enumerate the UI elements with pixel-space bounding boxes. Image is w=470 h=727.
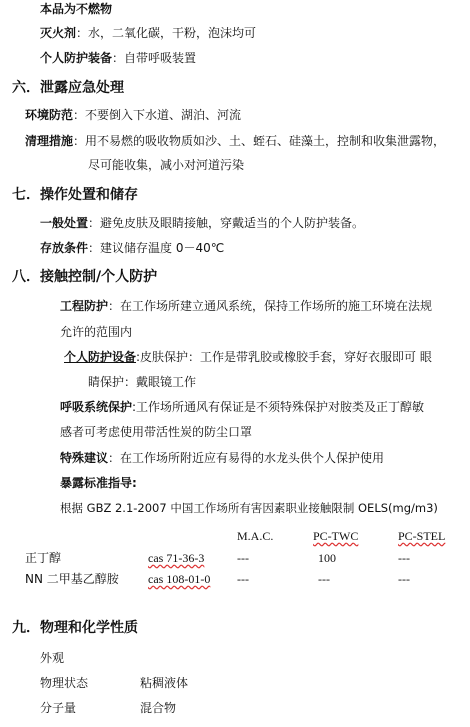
cleanup-value: ：用不易燃的吸收物质如沙、土、蛭石、硅藻土，控制和收集泄露物， (73, 134, 446, 148)
storage-value: ：建议储存温度 0－40℃ (88, 241, 225, 255)
table-row-twa: --- (318, 572, 330, 586)
exposure-guidance-colon: : (132, 476, 137, 490)
storage-label: 存放条件 (40, 241, 89, 255)
ppe-label: 个人防护设备 (64, 350, 137, 364)
special-advice-label: 特殊建议 (60, 451, 109, 465)
cleanup-label: 清理措施 (25, 134, 74, 148)
respiratory-value-cont: 感者可考虑使用带活性炭的防尘口罩 (60, 425, 253, 439)
property-label: 物理状态 (40, 676, 89, 690)
ppe-value-cont: 睛保护：戴眼镜工作 (88, 375, 197, 389)
property-value: 粘稠液体 (140, 676, 189, 690)
engineering-label: 工程防护 (60, 299, 109, 313)
section-6-heading: 六．泄露应急处理 (12, 80, 124, 96)
storage-row (40, 240, 224, 256)
exposure-guidance-row (60, 475, 137, 491)
table-row-stel: --- (398, 572, 410, 586)
non-flammable-note: 本品为不燃物 (40, 2, 113, 16)
engineering-row (60, 298, 432, 314)
table-row-cas (148, 571, 210, 587)
respiratory-row (60, 399, 424, 415)
extinguishing-agent-row (40, 25, 256, 41)
col-header-pc-twa: PC-TWC (313, 529, 359, 543)
special-advice-value: ：在工作场所附近应有易得的水龙头供个人保护使用 (108, 451, 385, 465)
firefighter-ppe-value: ：自带呼吸装置 (112, 51, 197, 65)
section-8-heading: 八．接触控制/个人防护 (12, 269, 158, 285)
respiratory-label: 呼吸系统保护 (60, 400, 133, 414)
firefighter-ppe-row (40, 50, 196, 66)
table-row-name: 正丁醇 (25, 551, 62, 565)
cleanup-row (25, 133, 445, 149)
section-9-heading: 九．物理和化学性质 (12, 620, 138, 636)
env-precaution-label: 环境防范 (25, 108, 74, 122)
table-row-mac: --- (237, 572, 249, 586)
col-header-pc-stel: PC-STEL (398, 529, 446, 543)
firefighter-ppe-label: 个人防护装备 (40, 51, 113, 65)
property-value: 混合物 (140, 701, 177, 715)
property-label: 分子量 (40, 701, 77, 715)
ppe-row (64, 349, 432, 365)
extinguishing-agent-value: ：水，二氧化碳，干粉，泡沫均可 (76, 26, 257, 40)
engineering-value: ：在工作场所建立通风系统，保持工作场所的施工环境在法规 (108, 299, 433, 313)
table-row-name: NN 二甲基乙醇胺 (25, 572, 119, 586)
ppe-value: :皮肤保护：工作是带乳胶或橡胶手套，穿好衣服即可 眼 (136, 350, 432, 364)
table-row-mac: --- (237, 551, 249, 565)
property-label: 外观 (40, 651, 65, 665)
engineering-value-cont: 允许的范围内 (60, 325, 133, 339)
table-row-cas (148, 550, 204, 566)
table-row-cas-value: cas 71-36-3 (148, 551, 205, 565)
env-precaution-value: ：不要倒入下水道、湖泊、河流 (73, 108, 242, 122)
extinguishing-agent-label: 灭火剂 (40, 26, 77, 40)
special-advice-row (60, 450, 384, 466)
env-precaution-row (25, 107, 241, 123)
cleanup-value-cont: 尽可能收集，减小对河道污染 (88, 158, 245, 172)
table-row-stel: --- (398, 551, 410, 565)
exposure-guidance-label: 暴露标准指导 (60, 476, 133, 490)
table-row-twa: 100 (318, 551, 336, 565)
table-row-cas-value: cas 108-01-0 (148, 572, 211, 586)
handling-label: 一般处置 (40, 216, 89, 230)
gbz-standard-text: 根据 GBZ 2.1-2007 中国工作场所有害因素职业接触限制 OELS(mg/m3) (60, 501, 438, 515)
col-header-mac: M.A.C. (237, 529, 274, 543)
handling-row (40, 215, 364, 231)
section-7-heading: 七．操作处置和储存 (12, 187, 138, 203)
respiratory-value: :工作场所通风有保证是不须特殊保护对胺类及正丁醇敏 (132, 400, 425, 414)
handling-value: ：避免皮肤及眼睛接触，穿戴适当的个人防护装备。 (88, 216, 365, 230)
